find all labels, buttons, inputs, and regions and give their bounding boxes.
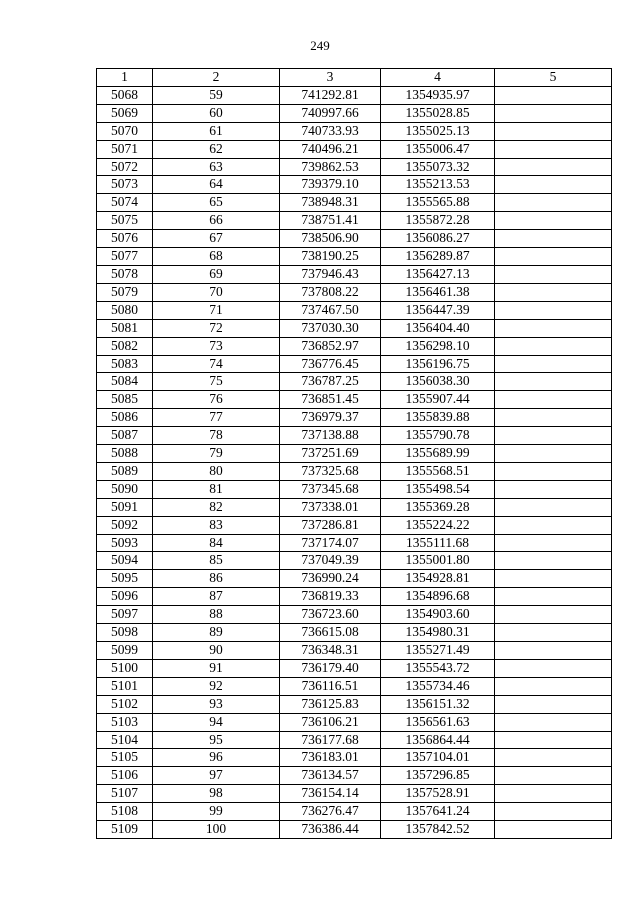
table-cell-col-4: 1356427.13: [381, 265, 495, 283]
table-cell-col-2: 76: [153, 391, 280, 409]
table-cell-col-2: 66: [153, 212, 280, 230]
table-cell-col-5: [495, 409, 612, 427]
table-cell-col-5: [495, 122, 612, 140]
table-row: [97, 158, 612, 176]
table-cell-col-2: 59: [153, 86, 280, 104]
table-cell-col-4: 1355734.46: [381, 677, 495, 695]
table-cell-col-2: 99: [153, 803, 280, 821]
table-cell-col-2: 71: [153, 301, 280, 319]
table-cell-col-5: [495, 516, 612, 534]
table-row: [97, 767, 612, 785]
table-cell-col-3: 740997.66: [280, 104, 381, 122]
table-cell-col-4: 1355839.88: [381, 409, 495, 427]
table-cell-col-5: [495, 498, 612, 516]
table-cell-col-5: [495, 803, 612, 821]
table-row: [97, 283, 612, 301]
table-row: [97, 301, 612, 319]
table-cell-col-4: 1356447.39: [381, 301, 495, 319]
table-cell-col-2: 77: [153, 409, 280, 427]
table-row: [97, 803, 612, 821]
table-cell-col-1: 5091: [97, 498, 153, 516]
table-row: [97, 445, 612, 463]
table-cell-col-1: 5092: [97, 516, 153, 534]
table-cell-col-3: 736990.24: [280, 570, 381, 588]
table-cell-col-3: 738948.31: [280, 194, 381, 212]
table-cell-col-4: 1355224.22: [381, 516, 495, 534]
table-cell-col-5: [495, 248, 612, 266]
table-cell-col-1: 5083: [97, 355, 153, 373]
table-cell-col-4: 1357104.01: [381, 749, 495, 767]
table-row: [97, 86, 612, 104]
table-cell-col-4: 1354903.60: [381, 606, 495, 624]
table-row: [97, 355, 612, 373]
table-cell-col-1: 5108: [97, 803, 153, 821]
table-cell-col-3: 736183.01: [280, 749, 381, 767]
table-body: [97, 86, 612, 838]
table-row: [97, 731, 612, 749]
table-cell-col-3: 740733.93: [280, 122, 381, 140]
table-row: [97, 695, 612, 713]
table-cell-col-2: 83: [153, 516, 280, 534]
table-cell-col-3: 737286.81: [280, 516, 381, 534]
table-cell-col-1: 5071: [97, 140, 153, 158]
table-cell-col-5: [495, 337, 612, 355]
table-cell-col-1: 5107: [97, 785, 153, 803]
table-cell-col-3: 741292.81: [280, 86, 381, 104]
table-cell-col-1: 5080: [97, 301, 153, 319]
table-cell-col-4: 1355565.88: [381, 194, 495, 212]
table-row: [97, 427, 612, 445]
table-cell-col-3: 737946.43: [280, 265, 381, 283]
table-cell-col-1: 5077: [97, 248, 153, 266]
table-cell-col-1: 5075: [97, 212, 153, 230]
table-cell-col-2: 94: [153, 713, 280, 731]
table-cell-col-3: 736116.51: [280, 677, 381, 695]
table-cell-col-4: 1355568.51: [381, 462, 495, 480]
table-cell-col-3: 736177.68: [280, 731, 381, 749]
table-row: [97, 534, 612, 552]
table-cell-col-4: 1356298.10: [381, 337, 495, 355]
table-cell-col-1: 5096: [97, 588, 153, 606]
table-cell-col-2: 69: [153, 265, 280, 283]
table-cell-col-1: 5086: [97, 409, 153, 427]
table-cell-col-2: 72: [153, 319, 280, 337]
table-row: [97, 480, 612, 498]
table-cell-col-4: 1355498.54: [381, 480, 495, 498]
table-cell-col-2: 74: [153, 355, 280, 373]
table-row: [97, 642, 612, 660]
table-cell-col-4: 1356289.87: [381, 248, 495, 266]
table-cell-col-2: 95: [153, 731, 280, 749]
table-cell-col-2: 61: [153, 122, 280, 140]
table-row: [97, 409, 612, 427]
table-cell-col-2: 89: [153, 624, 280, 642]
table-cell-col-3: 737808.22: [280, 283, 381, 301]
table-cell-col-3: 736723.60: [280, 606, 381, 624]
table-cell-col-1: 5105: [97, 749, 153, 767]
table-row: [97, 319, 612, 337]
table-cell-col-4: 1355073.32: [381, 158, 495, 176]
table-cell-col-4: 1356404.40: [381, 319, 495, 337]
table-cell-col-4: 1356196.75: [381, 355, 495, 373]
table-cell-col-4: 1354896.68: [381, 588, 495, 606]
table-cell-col-5: [495, 104, 612, 122]
table-row: [97, 391, 612, 409]
table-cell-col-5: [495, 588, 612, 606]
table-row: [97, 265, 612, 283]
table-cell-col-1: 5069: [97, 104, 153, 122]
table-cell-col-3: 736787.25: [280, 373, 381, 391]
table-cell-col-3: 737174.07: [280, 534, 381, 552]
table-cell-col-2: 79: [153, 445, 280, 463]
table-cell-col-3: 736125.83: [280, 695, 381, 713]
table-cell-col-2: 80: [153, 462, 280, 480]
table-cell-col-3: 737251.69: [280, 445, 381, 463]
table-cell-col-5: [495, 695, 612, 713]
table-row: [97, 606, 612, 624]
table-cell-col-2: 75: [153, 373, 280, 391]
table-cell-col-2: 100: [153, 821, 280, 839]
table-row: [97, 230, 612, 248]
table-cell-col-4: 1356864.44: [381, 731, 495, 749]
table-cell-col-4: 1355271.49: [381, 642, 495, 660]
table-cell-col-4: 1356561.63: [381, 713, 495, 731]
table-row: [97, 248, 612, 266]
table-cell-col-1: 5106: [97, 767, 153, 785]
table-cell-col-3: 740496.21: [280, 140, 381, 158]
table-row: [97, 821, 612, 839]
table-cell-col-1: 5089: [97, 462, 153, 480]
table-row: [97, 462, 612, 480]
table-cell-col-5: [495, 767, 612, 785]
table-cell-col-1: 5094: [97, 552, 153, 570]
table-cell-col-5: [495, 821, 612, 839]
table-cell-col-1: 5097: [97, 606, 153, 624]
table-cell-col-1: 5093: [97, 534, 153, 552]
table-cell-col-1: 5079: [97, 283, 153, 301]
table-cell-col-5: [495, 785, 612, 803]
table-cell-col-2: 62: [153, 140, 280, 158]
table-cell-col-1: 5070: [97, 122, 153, 140]
table-cell-col-5: [495, 713, 612, 731]
table-cell-col-3: 736179.40: [280, 659, 381, 677]
table-cell-col-1: 5109: [97, 821, 153, 839]
table-cell-col-3: 736979.37: [280, 409, 381, 427]
table-cell-col-1: 5082: [97, 337, 153, 355]
table-row: [97, 588, 612, 606]
table-cell-col-2: 85: [153, 552, 280, 570]
table-cell-col-5: [495, 194, 612, 212]
table-cell-col-2: 70: [153, 283, 280, 301]
table-cell-col-4: 1356086.27: [381, 230, 495, 248]
table-cell-col-4: 1355369.28: [381, 498, 495, 516]
table-cell-col-3: 737345.68: [280, 480, 381, 498]
table-row: [97, 140, 612, 158]
table-row: [97, 194, 612, 212]
table-cell-col-5: [495, 731, 612, 749]
table-cell-col-3: 739862.53: [280, 158, 381, 176]
table-cell-col-4: 1357296.85: [381, 767, 495, 785]
table-cell-col-3: 737325.68: [280, 462, 381, 480]
table-cell-col-5: [495, 624, 612, 642]
table-cell-col-5: [495, 283, 612, 301]
table-cell-col-2: 63: [153, 158, 280, 176]
table-cell-col-1: 5099: [97, 642, 153, 660]
table-cell-col-4: 1355689.99: [381, 445, 495, 463]
table-row: [97, 104, 612, 122]
table-cell-col-2: 87: [153, 588, 280, 606]
table-row: [97, 176, 612, 194]
table-cell-col-4: 1356038.30: [381, 373, 495, 391]
table-cell-col-2: 65: [153, 194, 280, 212]
table-cell-col-5: [495, 606, 612, 624]
table-cell-col-1: 5103: [97, 713, 153, 731]
table-cell-col-3: 738506.90: [280, 230, 381, 248]
table-cell-col-3: 737138.88: [280, 427, 381, 445]
table-cell-col-4: 1355872.28: [381, 212, 495, 230]
table-row: [97, 749, 612, 767]
page-number: 249: [310, 38, 330, 53]
table-cell-col-4: 1355213.53: [381, 176, 495, 194]
table-cell-col-3: 736386.44: [280, 821, 381, 839]
table-cell-col-2: 93: [153, 695, 280, 713]
table-cell-col-4: 1354980.31: [381, 624, 495, 642]
table-cell-col-3: 737049.39: [280, 552, 381, 570]
table-cell-col-3: 736106.21: [280, 713, 381, 731]
table-cell-col-3: 736852.97: [280, 337, 381, 355]
table-cell-col-2: 88: [153, 606, 280, 624]
table-cell-col-3: 736154.14: [280, 785, 381, 803]
table-cell-col-1: 5098: [97, 624, 153, 642]
table-cell-col-1: 5095: [97, 570, 153, 588]
table-cell-col-3: 736615.08: [280, 624, 381, 642]
table-cell-col-5: [495, 677, 612, 695]
table-cell-col-5: [495, 301, 612, 319]
table-cell-col-2: 97: [153, 767, 280, 785]
table-cell-col-2: 96: [153, 749, 280, 767]
table-cell-col-2: 90: [153, 642, 280, 660]
table-row: [97, 373, 612, 391]
table-row: [97, 337, 612, 355]
table-cell-col-1: 5090: [97, 480, 153, 498]
table-cell-col-5: [495, 391, 612, 409]
table-row: [97, 122, 612, 140]
table-row: [97, 516, 612, 534]
table-cell-col-2: 82: [153, 498, 280, 516]
table-cell-col-5: [495, 534, 612, 552]
table-cell-col-4: 1356151.32: [381, 695, 495, 713]
table-cell-col-3: 738190.25: [280, 248, 381, 266]
table-cell-col-3: 736348.31: [280, 642, 381, 660]
table-cell-col-5: [495, 445, 612, 463]
table-cell-col-2: 81: [153, 480, 280, 498]
table-cell-col-5: [495, 480, 612, 498]
table-cell-col-1: 5073: [97, 176, 153, 194]
table-cell-col-4: 1355790.78: [381, 427, 495, 445]
table-row: [97, 713, 612, 731]
table-cell-col-5: [495, 140, 612, 158]
table-cell-col-2: 84: [153, 534, 280, 552]
table-cell-col-5: [495, 86, 612, 104]
table-cell-col-5: [495, 427, 612, 445]
table-cell-col-1: 5088: [97, 445, 153, 463]
table-cell-col-1: 5085: [97, 391, 153, 409]
table-cell-col-5: [495, 462, 612, 480]
table-cell-col-1: 5076: [97, 230, 153, 248]
table-cell-col-2: 60: [153, 104, 280, 122]
table-cell-col-1: 5100: [97, 659, 153, 677]
table-cell-col-4: 1355543.72: [381, 659, 495, 677]
table-row: [97, 570, 612, 588]
table-cell-col-4: 1357528.91: [381, 785, 495, 803]
table-cell-col-4: 1357842.52: [381, 821, 495, 839]
table-cell-col-3: 736851.45: [280, 391, 381, 409]
column-header-5: 5: [495, 69, 612, 87]
table-cell-col-5: [495, 319, 612, 337]
table-row: [97, 498, 612, 516]
table-cell-col-2: 98: [153, 785, 280, 803]
table-cell-col-3: 736134.57: [280, 767, 381, 785]
table-cell-col-3: 736276.47: [280, 803, 381, 821]
table-cell-col-1: 5074: [97, 194, 153, 212]
table-cell-col-4: 1355006.47: [381, 140, 495, 158]
table-cell-col-1: 5102: [97, 695, 153, 713]
table-cell-col-5: [495, 552, 612, 570]
table-cell-col-4: 1354928.81: [381, 570, 495, 588]
table-cell-col-1: 5104: [97, 731, 153, 749]
table-cell-col-1: 5081: [97, 319, 153, 337]
table-cell-col-1: 5068: [97, 86, 153, 104]
table-row: [97, 785, 612, 803]
table-header-row: [97, 69, 612, 87]
table-cell-col-5: [495, 212, 612, 230]
table-cell-col-5: [495, 659, 612, 677]
table-row: [97, 552, 612, 570]
coordinates-table: [96, 68, 612, 839]
table-cell-col-4: 1355907.44: [381, 391, 495, 409]
table-cell-col-2: 86: [153, 570, 280, 588]
table-row: [97, 624, 612, 642]
table-row: [97, 677, 612, 695]
table-cell-col-2: 68: [153, 248, 280, 266]
table-cell-col-5: [495, 265, 612, 283]
column-header-4: 4: [381, 69, 495, 87]
column-header-2: 2: [153, 69, 280, 87]
column-header-1: 1: [97, 69, 153, 87]
table-cell-col-2: 73: [153, 337, 280, 355]
table-cell-col-2: 64: [153, 176, 280, 194]
table-row: [97, 212, 612, 230]
table-cell-col-1: 5087: [97, 427, 153, 445]
table-cell-col-2: 91: [153, 659, 280, 677]
table-cell-col-2: 67: [153, 230, 280, 248]
table-cell-col-4: 1355028.85: [381, 104, 495, 122]
table-cell-col-5: [495, 176, 612, 194]
table-cell-col-5: [495, 230, 612, 248]
table-cell-col-1: 5084: [97, 373, 153, 391]
table-cell-col-5: [495, 570, 612, 588]
table-cell-col-2: 78: [153, 427, 280, 445]
table-cell-col-2: 92: [153, 677, 280, 695]
table-cell-col-5: [495, 355, 612, 373]
table-cell-col-4: 1357641.24: [381, 803, 495, 821]
table-cell-col-3: 737030.30: [280, 319, 381, 337]
table-cell-col-4: 1356461.38: [381, 283, 495, 301]
table-row: [97, 659, 612, 677]
table-cell-col-3: 739379.10: [280, 176, 381, 194]
table-cell-col-4: 1355025.13: [381, 122, 495, 140]
table-cell-col-3: 736776.45: [280, 355, 381, 373]
table-cell-col-3: 736819.33: [280, 588, 381, 606]
column-header-3: 3: [280, 69, 381, 87]
table-cell-col-5: [495, 158, 612, 176]
table-cell-col-3: 737338.01: [280, 498, 381, 516]
table-cell-col-4: 1355001.80: [381, 552, 495, 570]
table-cell-col-5: [495, 642, 612, 660]
table-cell-col-4: 1355111.68: [381, 534, 495, 552]
table-cell-col-3: 738751.41: [280, 212, 381, 230]
table-cell-col-1: 5078: [97, 265, 153, 283]
table-cell-col-3: 737467.50: [280, 301, 381, 319]
table-cell-col-1: 5072: [97, 158, 153, 176]
table-cell-col-5: [495, 749, 612, 767]
table-cell-col-4: 1354935.97: [381, 86, 495, 104]
table-cell-col-1: 5101: [97, 677, 153, 695]
table-cell-col-5: [495, 373, 612, 391]
